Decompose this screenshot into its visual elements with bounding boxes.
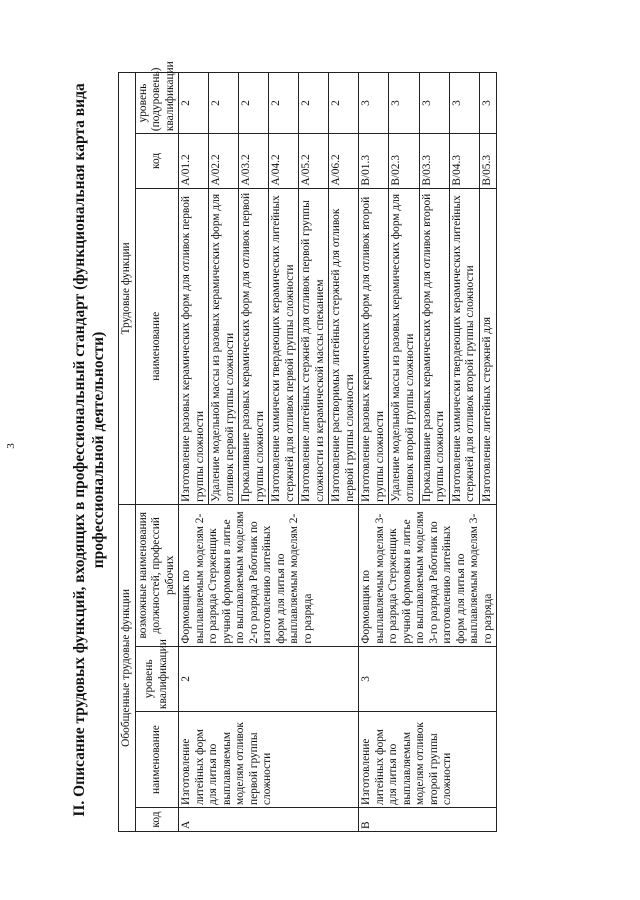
header-group-name: наименование: [135, 712, 179, 808]
function-level: 2: [179, 73, 209, 134]
function-level: 3: [419, 73, 449, 134]
page-number: 3: [5, 443, 17, 449]
function-code: A/04.2: [269, 134, 299, 189]
group-name: Изготовление литейных форм для литья по выплавляемым моделям отливок второй группы сложности: [359, 712, 497, 808]
header-function-name: наименование: [135, 188, 179, 504]
function-code: B/01.3: [359, 134, 389, 189]
function-level: 3: [389, 73, 419, 134]
function-name: Прокаливание разовых керамических форм для отливок первой группы сложности: [239, 188, 269, 504]
function-level: 2: [209, 73, 239, 134]
function-code: A/06.2: [329, 134, 359, 189]
function-code: B/03.3: [419, 134, 449, 189]
header-group-code: код: [135, 808, 179, 832]
header-generalized-functions: Обобщенные трудовые функции: [119, 504, 136, 831]
function-name: Прокаливание разовых керамических форм для отливок второй группы сложности: [419, 188, 449, 504]
function-name: Удаление модельной массы из разовых керамических форм для отливок первой группы сложности: [209, 188, 239, 504]
function-name: Изготовление литейных стержней для отливок первой группы сложности из керамической массы спеканием: [299, 188, 329, 504]
function-level: 2: [269, 73, 299, 134]
header-function-level: уровень (подуровень) квалификации: [135, 73, 179, 134]
group-level: 2: [179, 646, 359, 711]
header-labor-functions: Трудовые функции: [119, 73, 136, 505]
group-positions: Формовщик по выплавляемым моделям 3-го разряда Стерженщик ручной формовки в литье по выплавляемым моделям 3-го разряда Работник по изготовлению литейных форм для литья по выплавляемым моделям 3-го разряда: [359, 504, 497, 646]
function-name: Изготовление растворимых литейных стержней для отливок первой группы сложности: [329, 188, 359, 504]
group-code: А: [179, 808, 359, 832]
function-name: Изготовление химически твердеющих керамических литейных стержней для отливок второй группы сложности: [449, 188, 479, 504]
function-level: 3: [480, 73, 497, 134]
header-group-level: уровень квалификации: [135, 646, 179, 711]
function-code: B/05.3: [480, 134, 497, 189]
table-body: [179, 73, 497, 832]
group-positions: Формовщик по выплавляемым моделям 2-го разряда Стерженщик ручной формовки в литье по выплавляемым моделям 2-го разряда Работник по изготовлению литейных форм для литья по выплавляемым моделям 2-го разряда: [179, 504, 359, 646]
function-code: A/01.2: [179, 134, 209, 189]
function-code: A/03.2: [239, 134, 269, 189]
rotated-page-content: [70, 50, 580, 850]
group-level: 3: [359, 646, 497, 711]
table-header: [119, 61, 179, 832]
function-level: 3: [359, 73, 389, 134]
function-name: Изготовление разовых керамических форм для отливок первой группы сложности: [179, 188, 209, 504]
function-level: 2: [329, 73, 359, 134]
document-title: II. Описание трудовых функций, входящих в профессиональный стандарт (функциональная карта вида профессиональной деятельности): [71, 83, 107, 817]
table-row: [179, 73, 209, 832]
function-code: A/02.2: [209, 134, 239, 189]
function-code: A/05.2: [299, 134, 329, 189]
function-code: B/04.3: [449, 134, 479, 189]
function-name: Изготовление литейных стержней для: [480, 188, 497, 504]
function-level: 3: [449, 73, 479, 134]
group-code: В: [359, 808, 497, 832]
group-name: Изготовление литейных форм для литья по выплавляемым моделям отливок первой группы сложности: [179, 712, 359, 808]
table-row: [359, 73, 389, 832]
function-name: Изготовление разовых керамических форм для отливок второй группы сложности: [359, 188, 389, 504]
function-name: Изготовление химически твердеющих керамических литейных стержней для отливок первой группы сложности: [269, 188, 299, 504]
functional-map-table: [118, 61, 497, 832]
header-function-code: код: [135, 134, 179, 189]
function-level: 2: [239, 73, 269, 134]
function-level: 2: [299, 73, 329, 134]
function-code: B/02.3: [389, 134, 419, 189]
function-name: Удаление модельной массы из разовых керамических форм для отливок второй группы сложности: [389, 188, 419, 504]
header-positions: возможные наименования должностей, профессий рабочих: [135, 504, 179, 646]
